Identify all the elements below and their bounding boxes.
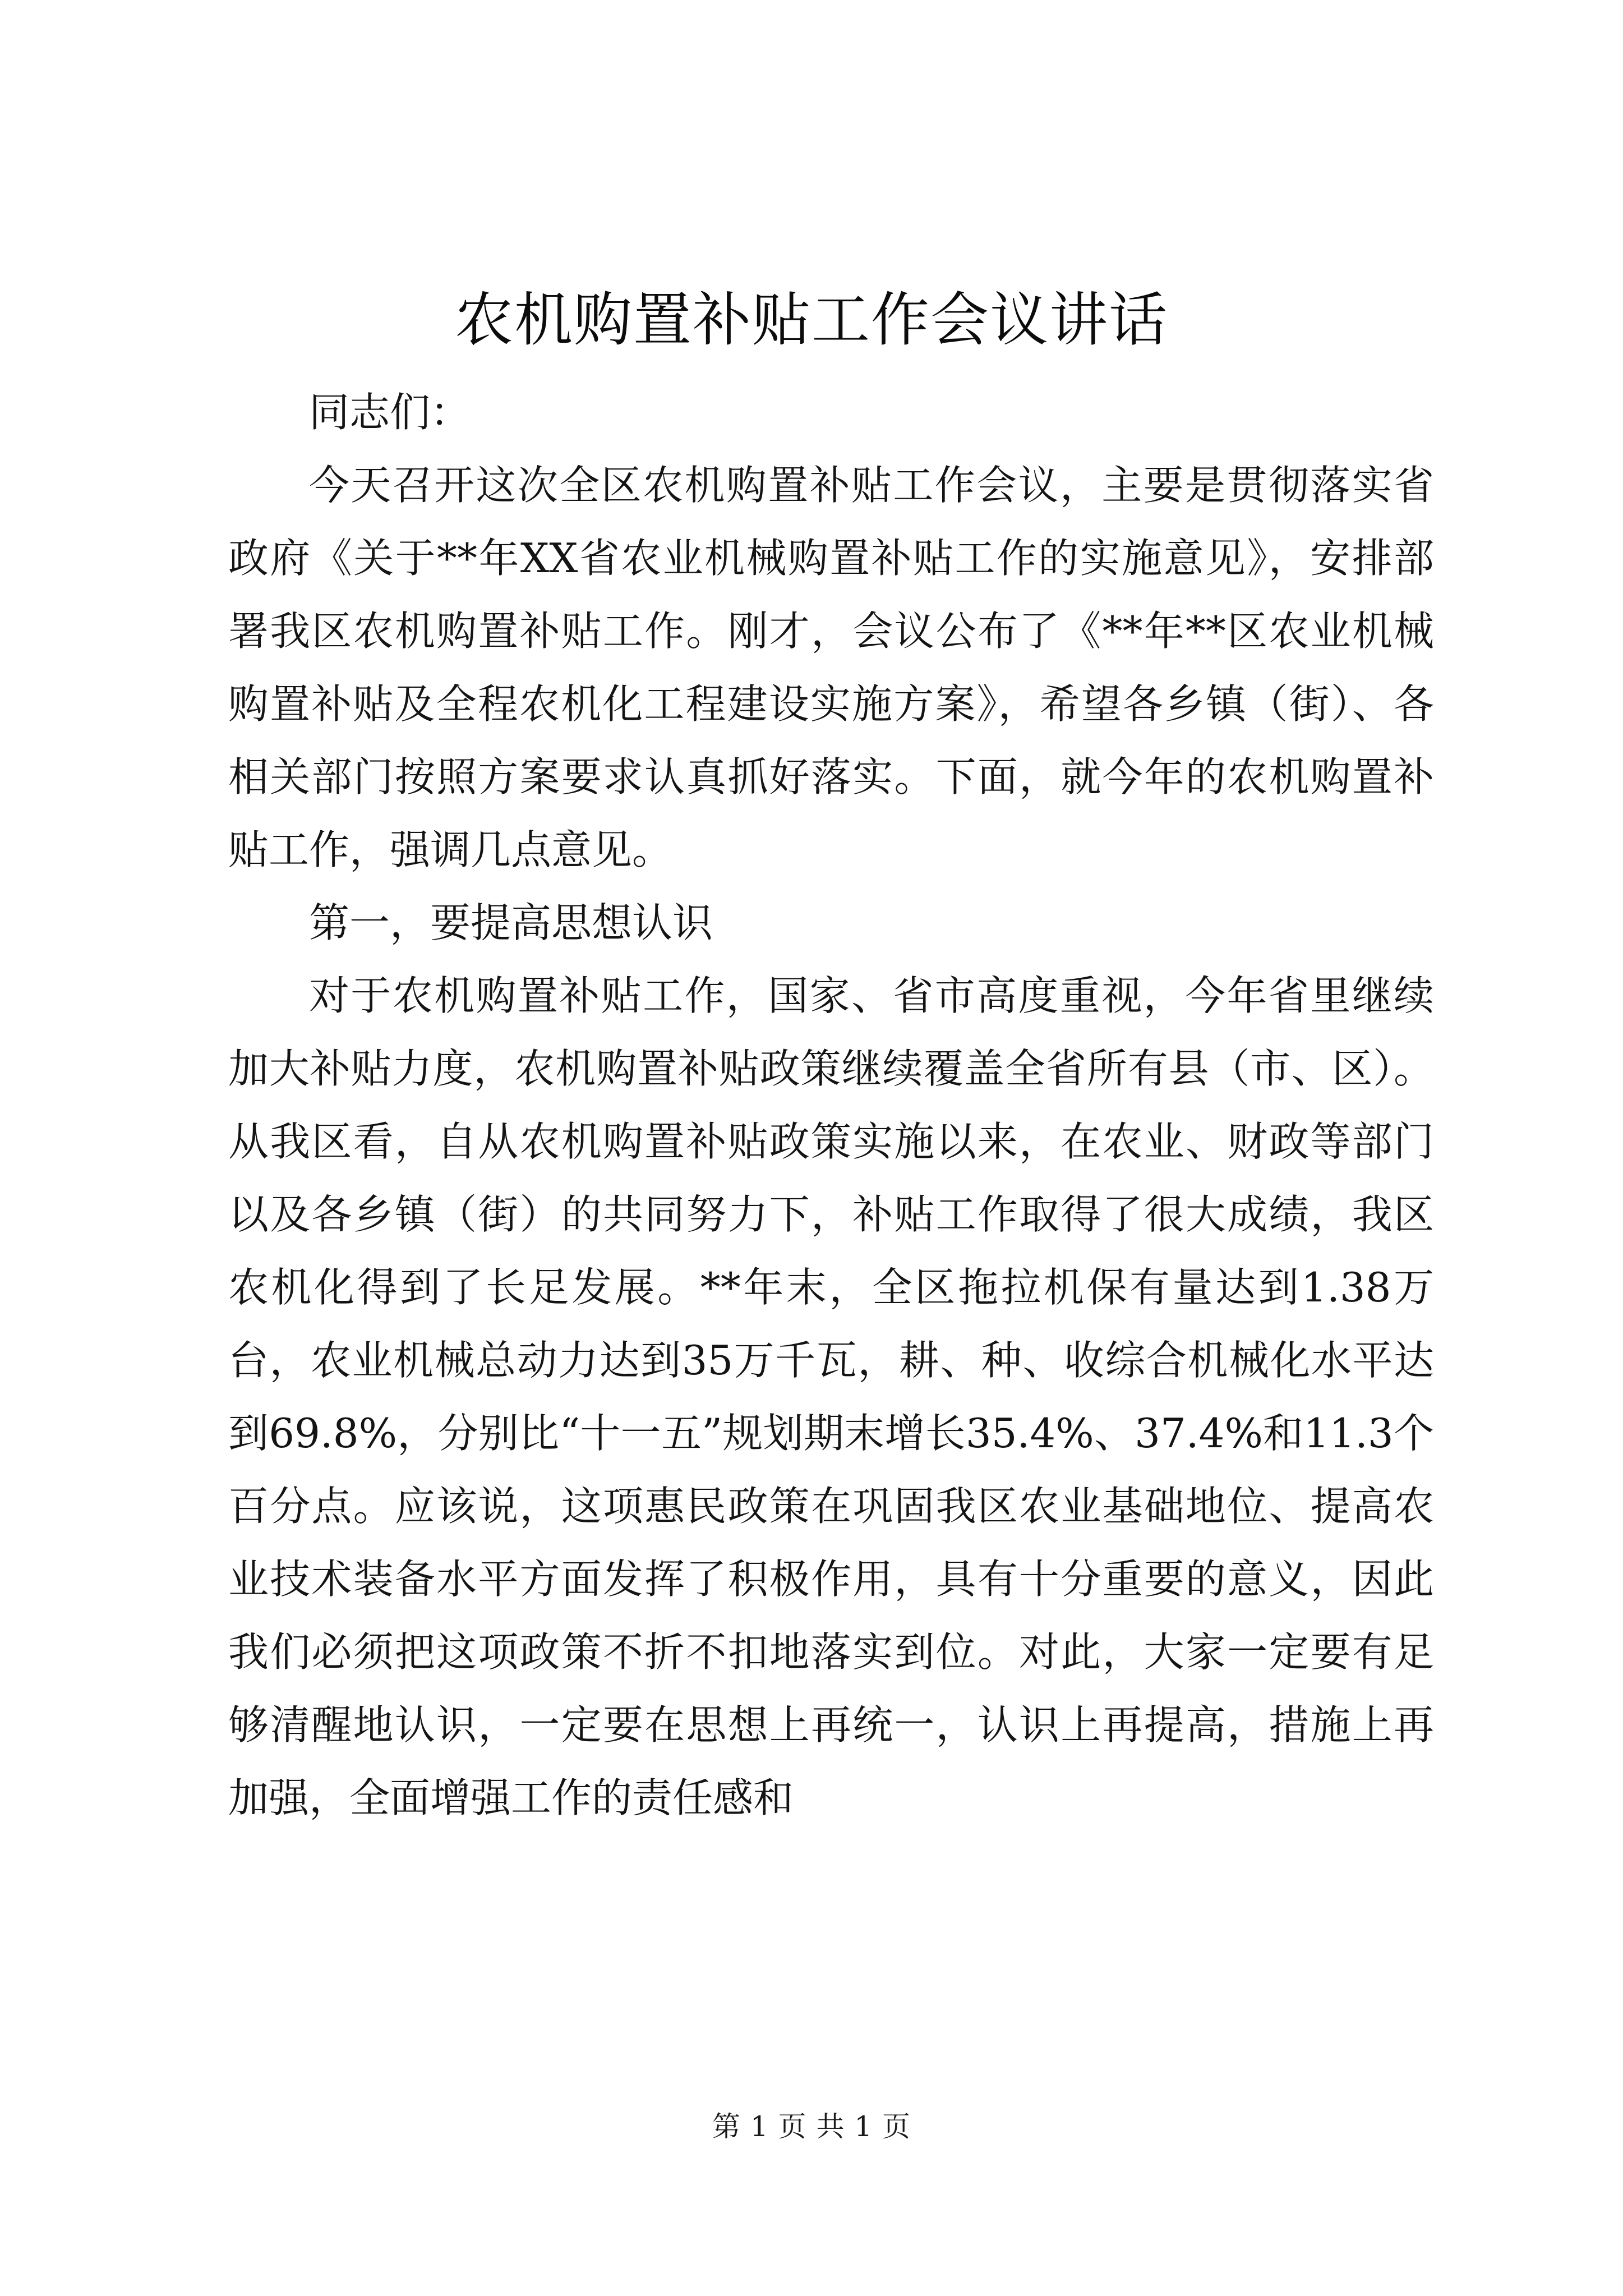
intro-paragraph: 今天召开这次全区农机购置补贴工作会议，主要是贯彻落实省政府《关于**年XX省农业机械购置补贴工作的实施意见》，安排部署我区农机购置补贴工作。刚才，会议公布了《**年**区农业机械购置补贴及全程农机化工程建设实施方案》，希望各乡镇（街）、各相关部门按照方案要求认真抓好落实。下面，就今年的农机购置补贴工作，强调几点意见。 <box>228 462 1434 873</box>
document-body <box>228 376 1434 1834</box>
salutation-paragraph: 同志们： <box>309 389 471 436</box>
page-number-footer: 第 1 页 共 1 页 <box>712 2110 911 2143</box>
document-title: 农机购置补贴工作会议讲话 <box>454 286 1168 354</box>
body-paragraph: 对于农机购置补贴工作，国家、省市高度重视，今年省里继续加大补贴力度，农机购置补贴政策继续覆盖全省所有县（市、区）。从我区看，自从农机购置补贴政策实施以来，在农业、财政等部门以及各乡镇（街）的共同努力下，补贴工作取得了很大成绩，我区农机化得到了长足发展。**年末，全区拖拉机保有量达到1.38万台，农业机械总动力达到35万千瓦，耕、种、收综合机械化水平达到69.8%，分别比“十一五”规划期末增长35.4%、37.4%和11.3个百分点。应该说，这项惠民政策在巩固我区农业基础地位、提高农业技术装备水平方面发挥了积极作用，具有十分重要的意义，因此我们必须把这项政策不折不扣地落实到位。对此，大家一定要有足够清醒地认识，一定要在思想上再统一，认识上再提高，措施上再加强，全面增强工作的责任感和 <box>228 972 1434 1821</box>
section-heading: 第一，要提高思想认识 <box>309 899 713 946</box>
